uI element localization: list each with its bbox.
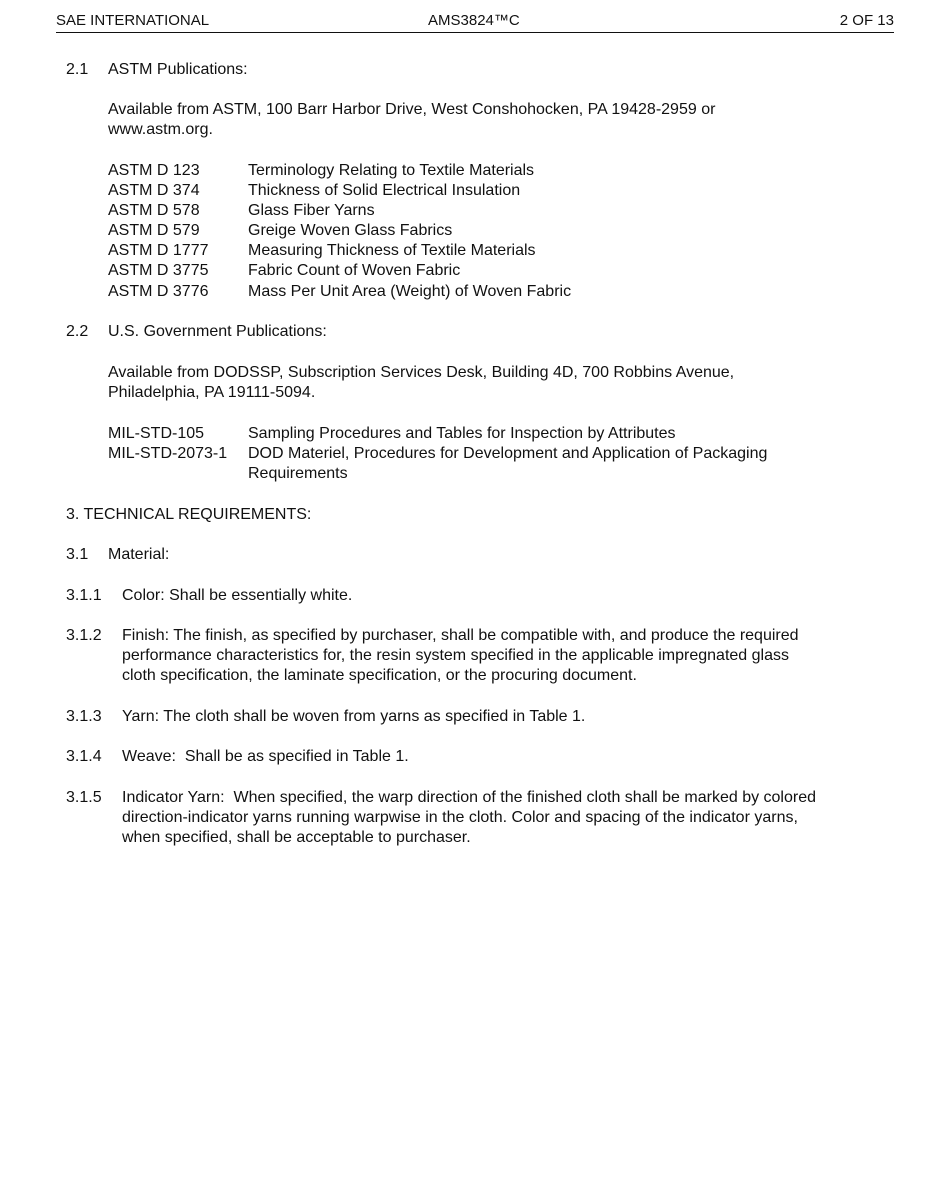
reference-code: ASTM D 123 <box>108 162 200 179</box>
section-2-2-title: U.S. Government Publications: <box>108 323 327 340</box>
reference-code: MIL-STD-2073-1 <box>108 445 228 462</box>
reference-title: Glass Fiber Yarns <box>248 202 375 219</box>
section-3-1-2-line2: performance characteristics for, the resin system specified in the applicable impregnated glass <box>122 647 789 664</box>
section-3-1-3-number: 3.1.3 <box>66 708 102 725</box>
section-3-1-3-text: Yarn: The cloth shall be woven from yarns as specified in Table 1. <box>122 708 586 725</box>
reference-title: DOD Materiel, Procedures for Development and Application of Packaging <box>248 445 768 462</box>
section-3-1-5-line3: when specified, shall be acceptable to purchaser. <box>122 829 471 846</box>
reference-title: Thickness of Solid Electrical Insulation <box>248 182 521 199</box>
reference-title: Fabric Count of Woven Fabric <box>248 262 461 279</box>
section-3-1-5-number: 3.1.5 <box>66 789 102 806</box>
section-3-1-4-text: Weave: Shall be as specified in Table 1. <box>122 748 409 765</box>
reference-code: ASTM D 1777 <box>108 242 209 259</box>
reference-title: Sampling Procedures and Tables for Inspection by Attributes <box>248 425 676 442</box>
reference-code: ASTM D 579 <box>108 222 200 239</box>
section-2-1-availability-line2: www.astm.org. <box>108 121 213 138</box>
section-3-1-4-number: 3.1.4 <box>66 748 102 765</box>
reference-code: ASTM D 3775 <box>108 262 209 279</box>
section-3-1-5-line1: Indicator Yarn: When specified, the warp direction of the finished cloth shall be marked by colored <box>122 789 817 806</box>
reference-code: MIL-STD-105 <box>108 425 205 442</box>
section-2-1-availability-line1: Available from ASTM, 100 Barr Harbor Drive, West Conshohocken, PA 19428-2959 or <box>108 101 716 118</box>
section-2-2-availability-line1: Available from DODSSP, Subscription Services Desk, Building 4D, 700 Robbins Avenue, <box>108 364 735 381</box>
section-2-1-number: 2.1 <box>66 61 89 78</box>
section-2-2-availability-line2: Philadelphia, PA 19111-5094. <box>108 384 316 401</box>
section-3-1-1-number: 3.1.1 <box>66 587 102 604</box>
header-document-id: AMS3824™C <box>428 12 520 29</box>
reference-title: Terminology Relating to Textile Materials <box>248 162 535 179</box>
reference-code: ASTM D 374 <box>108 182 200 199</box>
reference-title: Greige Woven Glass Fabrics <box>248 222 453 239</box>
section-3-1-number: 3.1 <box>66 546 89 563</box>
section-3-1-2-line3: cloth specification, the laminate specification, or the procuring document. <box>122 667 637 684</box>
section-3-heading: 3. TECHNICAL REQUIREMENTS: <box>66 506 312 523</box>
section-3-1-title: Material: <box>108 546 170 563</box>
reference-code: ASTM D 578 <box>108 202 200 219</box>
section-3-1-1-text: Color: Shall be essentially white. <box>122 587 353 604</box>
section-3-1-2-line1: Finish: The finish, as specified by purchaser, shall be compatible with, and produce the required <box>122 627 799 644</box>
page-header <box>56 12 894 33</box>
reference-title-continuation: Requirements <box>248 465 348 482</box>
section-3-1-2-number: 3.1.2 <box>66 627 102 644</box>
section-3-1-5-line2: direction-indicator yarns running warpwise in the cloth. Color and spacing of the indicator yarns, <box>122 809 798 826</box>
reference-title: Measuring Thickness of Textile Materials <box>248 242 536 259</box>
section-2-2-number: 2.2 <box>66 323 89 340</box>
section-2-1-title: ASTM Publications: <box>108 61 248 78</box>
reference-code: ASTM D 3776 <box>108 283 209 300</box>
reference-title: Mass Per Unit Area (Weight) of Woven Fabric <box>248 283 572 300</box>
header-page-number: 2 OF 13 <box>839 12 894 29</box>
header-organization: SAE INTERNATIONAL <box>56 12 210 29</box>
